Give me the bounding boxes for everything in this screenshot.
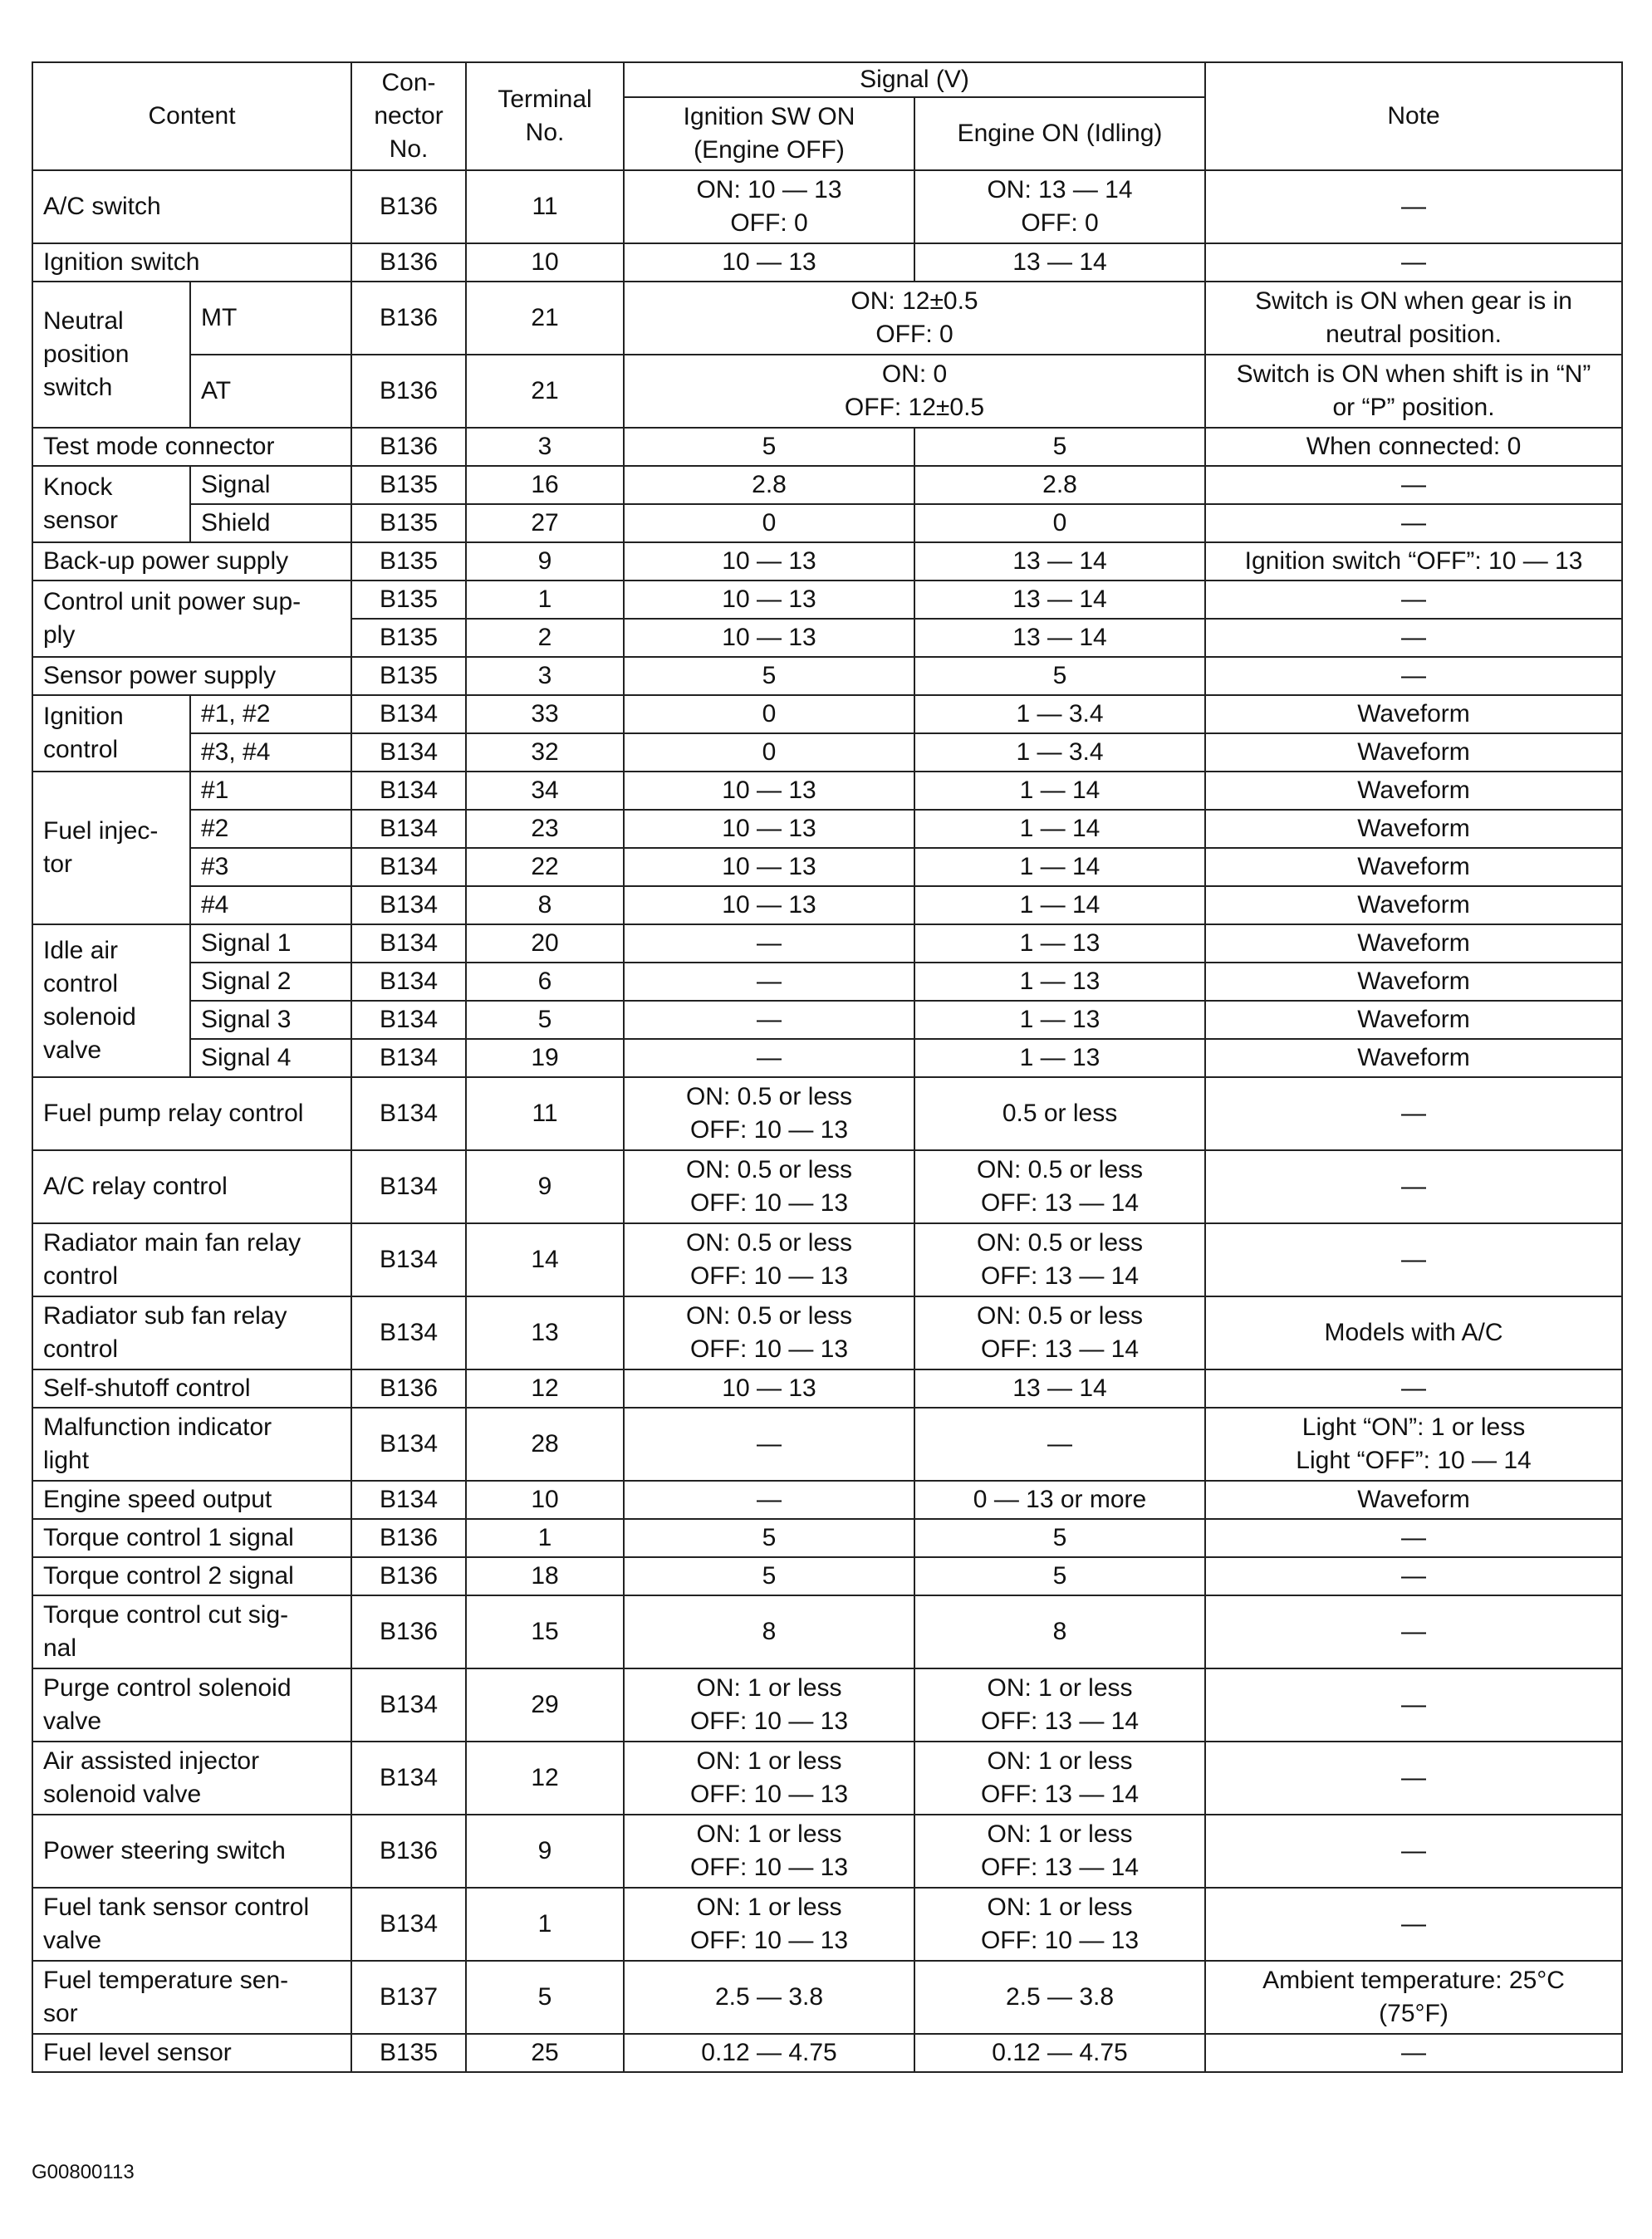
content-cell: Control unit power sup- ply [32, 581, 351, 657]
connector-cell: B135 [351, 504, 466, 542]
note-cell: — [1205, 657, 1622, 695]
note-cell: Switch is ON when gear is in neutral position. [1205, 282, 1622, 355]
connector-cell: B134 [351, 1742, 466, 1815]
engine-on-cell: 8 [914, 1595, 1205, 1668]
table-row [32, 243, 1622, 282]
terminal-cell: 12 [466, 1369, 624, 1408]
engine-on-cell: 2.5 — 3.8 [914, 1961, 1205, 2034]
content-cell: Back-up power supply [32, 542, 351, 581]
terminal-cell: 8 [466, 886, 624, 924]
table-row [32, 1001, 1622, 1039]
content-cell: Sensor power supply [32, 657, 351, 695]
table-row [32, 810, 1622, 848]
engine-on-cell: 13 — 14 [914, 1369, 1205, 1408]
note-cell: — [1205, 1519, 1622, 1557]
table-row [32, 1888, 1622, 1961]
engine-on-cell: ON: 13 — 14 OFF: 0 [914, 170, 1205, 243]
engine-on-cell: 0.12 — 4.75 [914, 2034, 1205, 2072]
header-terminal: Terminal No. [466, 62, 624, 170]
note-cell: Light “ON”: 1 or less Light “OFF”: 10 — 14 [1205, 1408, 1622, 1481]
engine-on-cell: 0 [914, 504, 1205, 542]
note-cell: — [1205, 1595, 1622, 1668]
table-row [32, 1595, 1622, 1668]
ignition-on-cell: 8 [624, 1595, 914, 1668]
ignition-on-cell: 5 [624, 428, 914, 466]
connector-cell: B134 [351, 848, 466, 886]
table-row [32, 1481, 1622, 1519]
terminal-cell: 10 [466, 1481, 624, 1519]
ignition-on-cell: — [624, 963, 914, 1001]
terminal-cell: 9 [466, 1150, 624, 1223]
table-row [32, 772, 1622, 810]
table-row [32, 1742, 1622, 1815]
table-row [32, 1223, 1622, 1296]
ignition-on-cell: — [624, 924, 914, 963]
terminal-cell: 2 [466, 619, 624, 657]
engine-on-cell: 1 — 14 [914, 886, 1205, 924]
terminal-cell: 23 [466, 810, 624, 848]
terminal-cell: 11 [466, 170, 624, 243]
connector-cell: B135 [351, 2034, 466, 2072]
connector-cell: B134 [351, 1481, 466, 1519]
table-row [32, 1557, 1622, 1595]
engine-on-cell: 13 — 14 [914, 243, 1205, 282]
connector-cell: B136 [351, 1595, 466, 1668]
sub-content-cell: Shield [190, 504, 351, 542]
content-cell: Fuel temperature sen- sor [32, 1961, 351, 2034]
engine-on-cell: 5 [914, 1519, 1205, 1557]
connector-cell: B136 [351, 1557, 466, 1595]
connector-cell: B134 [351, 1668, 466, 1742]
engine-on-cell: 13 — 14 [914, 619, 1205, 657]
table-row [32, 581, 1622, 619]
connector-cell: B135 [351, 657, 466, 695]
note-cell: Waveform [1205, 1039, 1622, 1077]
ignition-on-cell: 0.12 — 4.75 [624, 2034, 914, 2072]
content-cell: Air assisted injector solenoid valve [32, 1742, 351, 1815]
table-row [32, 1519, 1622, 1557]
terminal-cell: 21 [466, 355, 624, 428]
sub-content-cell: Signal [190, 466, 351, 504]
engine-on-cell: 1 — 3.4 [914, 695, 1205, 733]
terminal-cell: 6 [466, 963, 624, 1001]
engine-on-cell: — [914, 1408, 1205, 1481]
terminal-cell: 29 [466, 1668, 624, 1742]
table-row [32, 542, 1622, 581]
sub-content-cell: #1, #2 [190, 695, 351, 733]
connector-cell: B135 [351, 542, 466, 581]
sub-content-cell: #2 [190, 810, 351, 848]
connector-cell: B134 [351, 1888, 466, 1961]
table-row [32, 355, 1622, 428]
note-cell: — [1205, 1077, 1622, 1150]
content-cell: Ignition switch [32, 243, 351, 282]
content-cell: A/C switch [32, 170, 351, 243]
engine-on-cell: 5 [914, 1557, 1205, 1595]
table-row [32, 466, 1622, 504]
ignition-on-cell: 2.5 — 3.8 [624, 1961, 914, 2034]
engine-on-cell: 1 — 14 [914, 848, 1205, 886]
table-row [32, 657, 1622, 695]
connector-cell: B136 [351, 243, 466, 282]
content-cell: Fuel injec- tor [32, 772, 190, 924]
connector-cell: B135 [351, 581, 466, 619]
note-cell: Ignition switch “OFF”: 10 — 13 [1205, 542, 1622, 581]
table-row [32, 924, 1622, 963]
note-cell: Waveform [1205, 963, 1622, 1001]
note-cell: — [1205, 1369, 1622, 1408]
terminal-cell: 20 [466, 924, 624, 963]
engine-on-cell: 1 — 13 [914, 1001, 1205, 1039]
header-note: Note [1205, 62, 1622, 170]
engine-on-cell: 5 [914, 657, 1205, 695]
content-cell: Idle air control solenoid valve [32, 924, 190, 1077]
content-cell: Test mode connector [32, 428, 351, 466]
connector-cell: B136 [351, 428, 466, 466]
note-cell: Waveform [1205, 695, 1622, 733]
connector-cell: B134 [351, 963, 466, 1001]
content-cell: Fuel pump relay control [32, 1077, 351, 1150]
connector-cell: B134 [351, 886, 466, 924]
ignition-on-cell: ON: 10 — 13 OFF: 0 [624, 170, 914, 243]
ignition-on-cell: 0 [624, 504, 914, 542]
terminal-cell: 32 [466, 733, 624, 772]
note-cell: — [1205, 1150, 1622, 1223]
ignition-on-cell: ON: 0.5 or less OFF: 10 — 13 [624, 1077, 914, 1150]
connector-cell: B134 [351, 1150, 466, 1223]
terminal-cell: 21 [466, 282, 624, 355]
table-row [32, 504, 1622, 542]
terminal-cell: 11 [466, 1077, 624, 1150]
note-cell: — [1205, 1815, 1622, 1888]
table-row [32, 1150, 1622, 1223]
ignition-on-cell: — [624, 1001, 914, 1039]
ignition-on-cell: — [624, 1039, 914, 1077]
engine-on-cell: 2.8 [914, 466, 1205, 504]
terminal-cell: 19 [466, 1039, 624, 1077]
note-cell: — [1205, 170, 1622, 243]
content-cell: Torque control cut sig- nal [32, 1595, 351, 1668]
note-cell: — [1205, 2034, 1622, 2072]
note-cell: Switch is ON when shift is in “N” or “P” position. [1205, 355, 1622, 428]
connector-cell: B134 [351, 733, 466, 772]
engine-on-cell: ON: 1 or less OFF: 13 — 14 [914, 1668, 1205, 1742]
note-cell: — [1205, 243, 1622, 282]
engine-on-cell: 1 — 14 [914, 772, 1205, 810]
sub-content-cell: Signal 1 [190, 924, 351, 963]
signal-cell: ON: 0 OFF: 12±0.5 [624, 355, 1205, 428]
ignition-on-cell: 10 — 13 [624, 848, 914, 886]
connector-cell: B134 [351, 1296, 466, 1369]
content-cell: Engine speed output [32, 1481, 351, 1519]
connector-cell: B134 [351, 810, 466, 848]
terminal-cell: 28 [466, 1408, 624, 1481]
terminal-cell: 18 [466, 1557, 624, 1595]
table-row [32, 1815, 1622, 1888]
content-cell: Torque control 2 signal [32, 1557, 351, 1595]
terminal-cell: 16 [466, 466, 624, 504]
ignition-on-cell: ON: 1 or less OFF: 10 — 13 [624, 1742, 914, 1815]
terminal-cell: 25 [466, 2034, 624, 2072]
content-cell: Power steering switch [32, 1815, 351, 1888]
terminal-cell: 13 [466, 1296, 624, 1369]
sub-content-cell: MT [190, 282, 351, 355]
engine-on-cell: 1 — 13 [914, 924, 1205, 963]
ignition-on-cell: 5 [624, 1519, 914, 1557]
ignition-on-cell: ON: 1 or less OFF: 10 — 13 [624, 1668, 914, 1742]
content-cell: Fuel level sensor [32, 2034, 351, 2072]
connector-cell: B136 [351, 1519, 466, 1557]
content-cell: Radiator main fan relay control [32, 1223, 351, 1296]
note-cell: Waveform [1205, 1481, 1622, 1519]
table-row [32, 1369, 1622, 1408]
note-cell: — [1205, 504, 1622, 542]
table-row [32, 428, 1622, 466]
note-cell: — [1205, 1742, 1622, 1815]
terminal-cell: 1 [466, 1519, 624, 1557]
sub-content-cell: #1 [190, 772, 351, 810]
terminal-cell: 5 [466, 1961, 624, 2034]
sub-content-cell: Signal 3 [190, 1001, 351, 1039]
ignition-on-cell: 0 [624, 695, 914, 733]
sub-content-cell: #3, #4 [190, 733, 351, 772]
table-body [32, 170, 1622, 2072]
note-cell: — [1205, 1668, 1622, 1742]
connector-cell: B134 [351, 1408, 466, 1481]
table-row [32, 170, 1622, 243]
ignition-on-cell: 5 [624, 1557, 914, 1595]
ignition-on-cell: — [624, 1481, 914, 1519]
engine-on-cell: ON: 1 or less OFF: 13 — 14 [914, 1815, 1205, 1888]
ignition-on-cell: ON: 1 or less OFF: 10 — 13 [624, 1815, 914, 1888]
terminal-cell: 3 [466, 428, 624, 466]
connector-cell: B137 [351, 1961, 466, 2034]
table-row [32, 1296, 1622, 1369]
connector-cell: B135 [351, 619, 466, 657]
note-cell: Waveform [1205, 1001, 1622, 1039]
header-signal: Signal (V) [624, 62, 1205, 97]
note-cell: — [1205, 466, 1622, 504]
table-row [32, 1408, 1622, 1481]
table-row [32, 695, 1622, 733]
ignition-on-cell: 10 — 13 [624, 243, 914, 282]
ignition-on-cell: — [624, 1408, 914, 1481]
sub-content-cell: Signal 4 [190, 1039, 351, 1077]
ignition-on-cell: 10 — 13 [624, 619, 914, 657]
ignition-on-cell: 2.8 [624, 466, 914, 504]
note-cell: — [1205, 581, 1622, 619]
note-cell: — [1205, 619, 1622, 657]
ignition-on-cell: ON: 0.5 or less OFF: 10 — 13 [624, 1296, 914, 1369]
ignition-on-cell: 10 — 13 [624, 1369, 914, 1408]
note-cell: — [1205, 1888, 1622, 1961]
terminal-cell: 1 [466, 581, 624, 619]
note-cell: Waveform [1205, 886, 1622, 924]
ignition-on-cell: 5 [624, 657, 914, 695]
signal-cell: ON: 12±0.5 OFF: 0 [624, 282, 1205, 355]
table-row [32, 886, 1622, 924]
terminal-cell: 3 [466, 657, 624, 695]
engine-on-cell: ON: 0.5 or less OFF: 13 — 14 [914, 1223, 1205, 1296]
connector-cell: B136 [351, 1815, 466, 1888]
engine-on-cell: 1 — 14 [914, 810, 1205, 848]
ignition-on-cell: 10 — 13 [624, 581, 914, 619]
note-cell: — [1205, 1557, 1622, 1595]
connector-cell: B136 [351, 1369, 466, 1408]
table-row [32, 733, 1622, 772]
terminal-cell: 33 [466, 695, 624, 733]
ignition-on-cell: ON: 0.5 or less OFF: 10 — 13 [624, 1223, 914, 1296]
engine-on-cell: ON: 0.5 or less OFF: 13 — 14 [914, 1296, 1205, 1369]
content-cell: Knock sensor [32, 466, 190, 542]
connector-cell: B134 [351, 924, 466, 963]
engine-on-cell: ON: 1 or less OFF: 10 — 13 [914, 1888, 1205, 1961]
engine-on-cell: ON: 1 or less OFF: 13 — 14 [914, 1742, 1205, 1815]
ignition-on-cell: 10 — 13 [624, 810, 914, 848]
connector-cell: B134 [351, 772, 466, 810]
note-cell: Ambient temperature: 25°C (75°F) [1205, 1961, 1622, 2034]
terminal-cell: 5 [466, 1001, 624, 1039]
content-cell: Torque control 1 signal [32, 1519, 351, 1557]
engine-on-cell: 0.5 or less [914, 1077, 1205, 1150]
note-cell: Models with A/C [1205, 1296, 1622, 1369]
note-cell: — [1205, 1223, 1622, 1296]
terminal-cell: 27 [466, 504, 624, 542]
terminal-cell: 14 [466, 1223, 624, 1296]
content-cell: Neutral position switch [32, 282, 190, 428]
terminal-cell: 15 [466, 1595, 624, 1668]
engine-on-cell: 0 — 13 or more [914, 1481, 1205, 1519]
engine-on-cell: 1 — 13 [914, 1039, 1205, 1077]
note-cell: Waveform [1205, 810, 1622, 848]
connector-cell: B135 [351, 466, 466, 504]
content-cell: Fuel tank sensor control valve [32, 1888, 351, 1961]
sub-content-cell: #3 [190, 848, 351, 886]
ignition-on-cell: 0 [624, 733, 914, 772]
content-cell: A/C relay control [32, 1150, 351, 1223]
table-row [32, 1668, 1622, 1742]
ignition-on-cell: ON: 1 or less OFF: 10 — 13 [624, 1888, 914, 1961]
engine-on-cell: 5 [914, 428, 1205, 466]
content-cell: Purge control solenoid valve [32, 1668, 351, 1742]
ignition-on-cell: 10 — 13 [624, 886, 914, 924]
sub-content-cell: #4 [190, 886, 351, 924]
figure-code: G00800113 [32, 2161, 135, 2183]
terminal-cell: 10 [466, 243, 624, 282]
table-row [32, 848, 1622, 886]
terminal-cell: 12 [466, 1742, 624, 1815]
terminal-cell: 1 [466, 1888, 624, 1961]
connector-cell: B134 [351, 1001, 466, 1039]
connector-cell: B134 [351, 695, 466, 733]
engine-on-cell: 13 — 14 [914, 581, 1205, 619]
ignition-on-cell: 10 — 13 [624, 772, 914, 810]
content-cell: Self-shutoff control [32, 1369, 351, 1408]
table-row [32, 1039, 1622, 1077]
connector-cell: B134 [351, 1223, 466, 1296]
note-cell: When connected: 0 [1205, 428, 1622, 466]
terminal-cell: 22 [466, 848, 624, 886]
connector-cell: B136 [351, 355, 466, 428]
table-row [32, 2034, 1622, 2072]
table-row [32, 963, 1622, 1001]
ignition-on-cell: 10 — 13 [624, 542, 914, 581]
note-cell: Waveform [1205, 772, 1622, 810]
engine-on-cell: 1 — 3.4 [914, 733, 1205, 772]
table-row [32, 1077, 1622, 1150]
header-engine-on: Engine ON (Idling) [914, 97, 1205, 170]
note-cell: Waveform [1205, 733, 1622, 772]
engine-on-cell: ON: 0.5 or less OFF: 13 — 14 [914, 1150, 1205, 1223]
connector-cell: B136 [351, 282, 466, 355]
engine-on-cell: 1 — 13 [914, 963, 1205, 1001]
connector-cell: B134 [351, 1077, 466, 1150]
sub-content-cell: AT [190, 355, 351, 428]
content-cell: Radiator sub fan relay control [32, 1296, 351, 1369]
connector-cell: B136 [351, 170, 466, 243]
terminal-cell: 34 [466, 772, 624, 810]
note-cell: Waveform [1205, 848, 1622, 886]
header-content: Content [32, 62, 351, 170]
table-row [32, 1961, 1622, 2034]
connector-cell: B134 [351, 1039, 466, 1077]
content-cell: Ignition control [32, 695, 190, 772]
sub-content-cell: Signal 2 [190, 963, 351, 1001]
table-row [32, 282, 1622, 355]
signal-spec-table [32, 61, 1623, 2073]
header-ignition-on: Ignition SW ON (Engine OFF) [624, 97, 914, 170]
ignition-on-cell: ON: 0.5 or less OFF: 10 — 13 [624, 1150, 914, 1223]
header-connector: Con- nector No. [351, 62, 466, 170]
engine-on-cell: 13 — 14 [914, 542, 1205, 581]
note-cell: Waveform [1205, 924, 1622, 963]
terminal-cell: 9 [466, 542, 624, 581]
content-cell: Malfunction indicator light [32, 1408, 351, 1481]
terminal-cell: 9 [466, 1815, 624, 1888]
